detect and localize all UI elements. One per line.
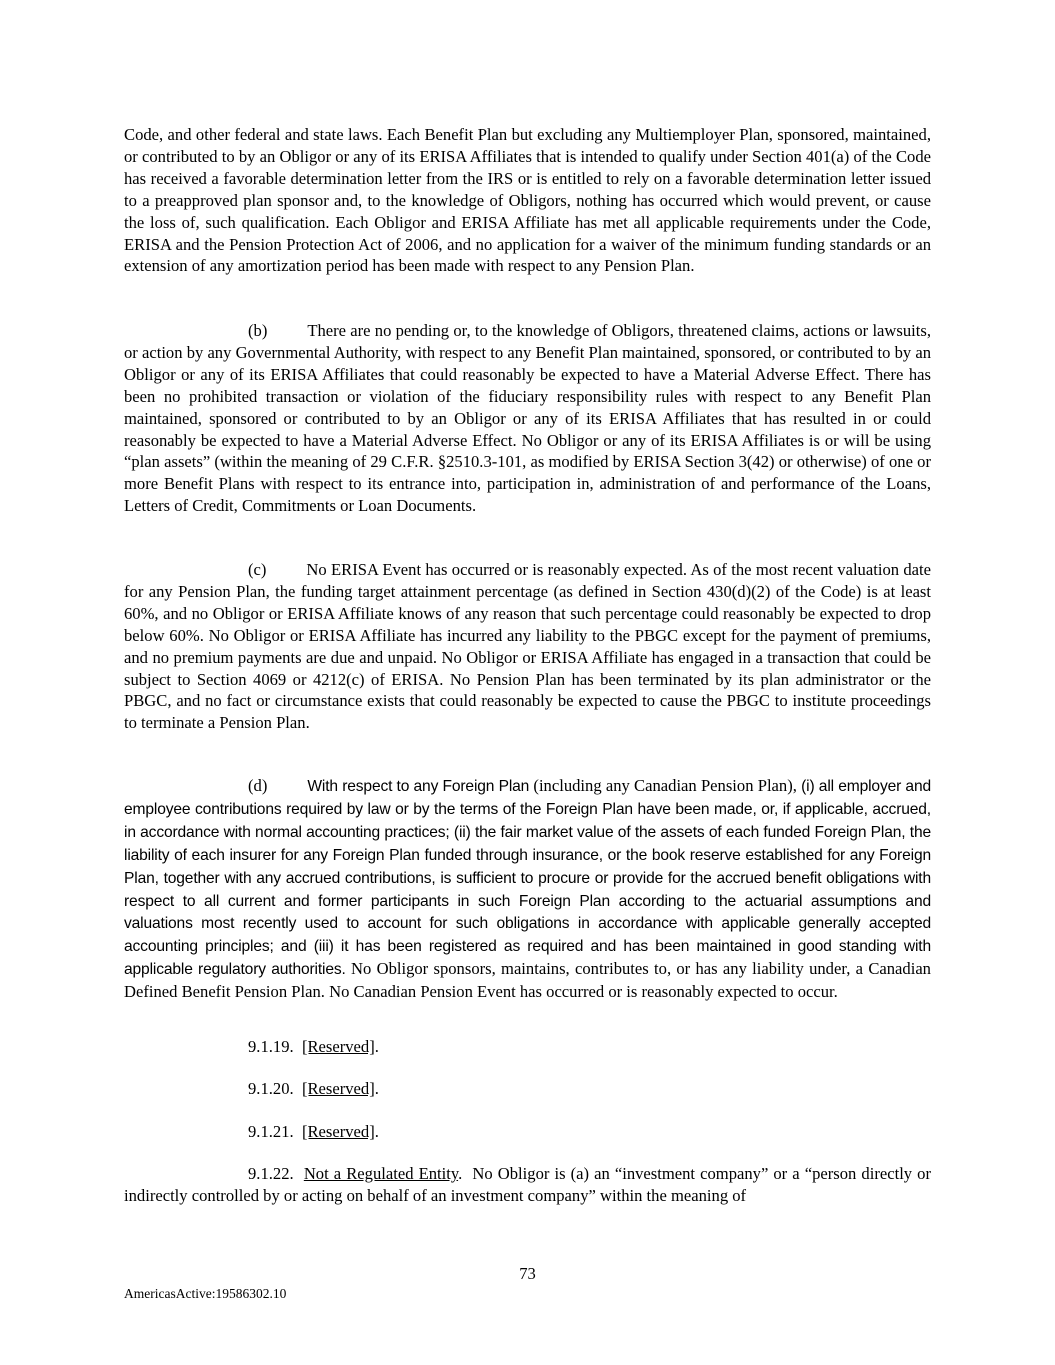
paragraph-a-continuation: Code, and other federal and state laws. Each Benefit Plan but excluding any Multiemployer Plan, sponsored, maintained, or contributed to by an Obligor or any of its ERISA Affiliates that is intended to qualify under Section 401(a) of the Code has received a favorable determination letter from the IRS or is entitled to rely on a favorable determination letter issued to a preapproved plan sponsor and, to the knowledge of Obligors, nothing has occurred which would prevent, or cause the loss of, such qualification. Each Obligor and ERISA Affiliate has met all applicable requirements under the Code, ERISA and the Pension Protection Act of 2006, and no application for a waiver of the minimum funding standards or an extension of any amortization period has been made with respect to any Pension Plan. xyxy=(124,125,931,276)
paragraph-d-canadian-note: (including any Canadian Pension Plan), xyxy=(533,776,797,795)
paragraph-c xyxy=(124,559,931,734)
section-number: 9.1.20. xyxy=(248,1079,294,1098)
section-9-1-22: 9.1.22. Not a Regulated Entity. No Obligor is (a) an “investment company” or a “person directly or indirectly controlled by or acting on behalf of an investment company” within the meaning of xyxy=(124,1164,932,1205)
section-title: [Reserved] xyxy=(301,1079,375,1098)
section-number: 9.1.22. xyxy=(248,1164,294,1183)
section-title: [Reserved] xyxy=(301,1037,375,1056)
paragraph-b-text: There are no pending or, to the knowledge of Obligors, threatened claims, actions or lawsuits, or action by any Governmental Authority, with respect to any Benefit Plan maintained, sponsored, or contributed to by an Obligor or any of its ERISA Affiliates that could reasonably be expected to have a Material Adverse Effect. There has been no prohibited transaction or violation of the fiduciary responsibility rules with respect to any Benefit Plan maintained, sponsored or contributed to by an Obligor or any of its ERISA Affiliates that has resulted in or could reasonably be expected to have a Material Adverse Effect. No Obligor or any of its ERISA Affiliates is or will be using “plan assets” (within the meaning of 29 C.F.R. §2510.3-101, as modified by ERISA Section 3(42) or otherwise) of one or more Benefit Plans with respect to its entrance into, participation in, administration of and performance of the Loans, Letters of Credit, Commitments or Loan Documents. xyxy=(124,321,931,516)
document-footer-id: AmericasActive:19586302.10 xyxy=(124,1286,287,1301)
section-title: Not a Regulated Entity xyxy=(303,1164,459,1183)
section-9-1-20: 9.1.20. [Reserved]. xyxy=(248,1079,379,1098)
paragraph-b xyxy=(124,320,931,517)
section-title: [Reserved] xyxy=(301,1122,375,1141)
section-text: No Obligor is (a) an “investment company” or a “person directly or indirectly controlled by or acting on behalf of an investment company” within the meaning of xyxy=(124,1164,932,1205)
section-number: 9.1.21. xyxy=(248,1122,294,1141)
paragraph-d-label: (d) xyxy=(248,776,268,795)
paragraph-d-foreign-plan-clauses: (i) all employer and employee contributions required by law or by the terms of the Foreign Plan have been made, or, if applicable, accrued, in accordance with normal accounting practices; (ii) the fair market value of the assets of each funded Foreign Plan, the liability of each insurer for any Foreign Plan funded through insurance, or the book reserve established for any Foreign Plan, together with any accrued contributions, is sufficient to procure or provide for the accrued benefit obligations with respect to all current and former participants in such Foreign Plan according to the actuarial assumptions and valuations most recently used to account for such obligations in accordance with applicable generally accepted accounting principles; and (iii) it has been registered as required and has been maintained in good standing with applicable regulatory authorities. xyxy=(124,778,931,979)
section-number: 9.1.19. xyxy=(248,1037,294,1056)
section-9-1-21: 9.1.21. [Reserved]. xyxy=(248,1122,379,1141)
paragraph-d-canadian-clause: No Obligor sponsors, maintains, contributes to, or has any liability under, a Canadian Defined Benefit Pension Plan. No Canadian Pension Event has occurred or is reasonably expected to occur. xyxy=(124,959,931,1002)
section-9-1-19: 9.1.19. [Reserved]. xyxy=(248,1037,379,1056)
paragraph-c-text: No ERISA Event has occurred or is reasonably expected. As of the most recent valuation date for any Pension Plan, the funding target attainment percentage (as defined in Section 430(d)(2) of the Code) is at least 60%, and no Obligor or ERISA Affiliate knows of any reason that such percentage could reasonably be expected to drop below 60%. No Obligor or ERISA Affiliate has incurred any liability to the PBGC except for the payment of premiums, and no premium payments are due and unpaid. No Obligor or ERISA Affiliate has engaged in a transaction that could be subject to Section 4069 or 4212(c) of ERISA. No Pension Plan has been terminated by its plan administrator or the PBGC, and no fact or circumstance exists that could reasonably be expected to cause the PBGC to institute proceedings to terminate a Pension Plan. xyxy=(124,560,931,733)
paragraph-d-foreign-plan-lead: With respect to any Foreign Plan xyxy=(307,778,530,795)
page-number: 73 xyxy=(519,1264,536,1283)
paragraph-d xyxy=(124,775,931,1003)
paragraph-c-label: (c) xyxy=(248,560,267,579)
paragraph-b-label: (b) xyxy=(248,321,268,340)
